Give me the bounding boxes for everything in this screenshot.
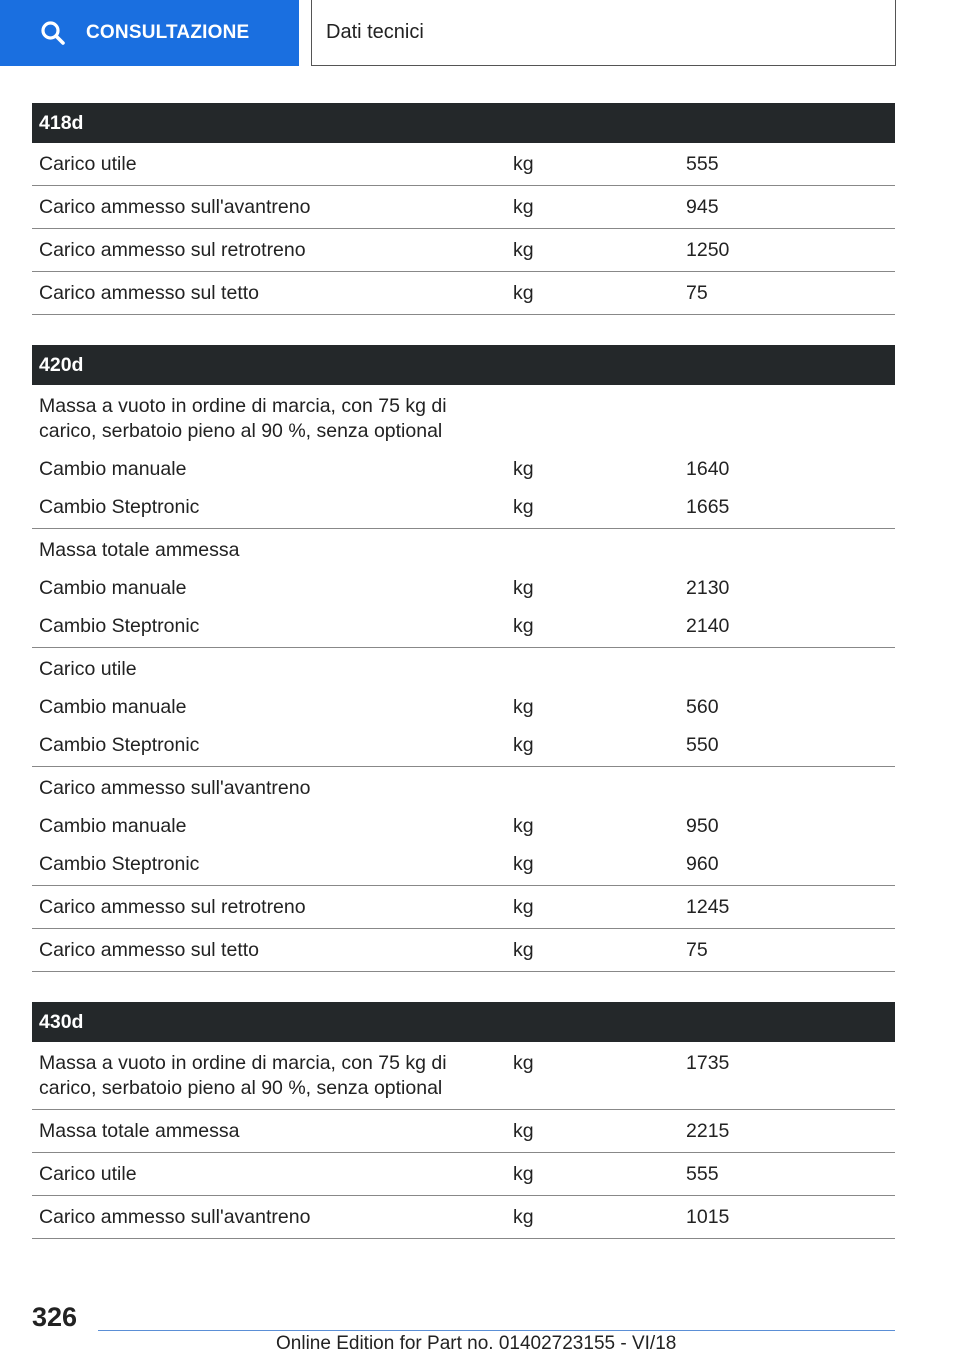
table-row: [32, 143, 895, 186]
table-row: [32, 529, 895, 568]
page-footer: [0, 1290, 960, 1362]
table-title: 418d: [32, 103, 895, 143]
table-row: [32, 686, 895, 724]
cell-value: 1735: [679, 1042, 895, 1110]
cell-label: Cambio Steptronic: [32, 605, 506, 648]
cell-unit: kg: [506, 229, 679, 272]
cell-label: Cambio manuale: [39, 815, 187, 837]
cell-unit: kg: [506, 186, 679, 229]
table-row: [32, 1110, 895, 1153]
edition-note: Online Edition for Part no. 01402723155 - VI/18: [276, 1333, 677, 1354]
cell-label: Cambio manuale: [39, 696, 187, 718]
cell-label: Massa totale ammessa: [39, 539, 240, 561]
cell-value: 2130: [686, 577, 730, 599]
table-row: [32, 767, 895, 806]
cell-unit: [506, 648, 679, 687]
spec-table-418d: [32, 103, 895, 315]
section-title-tab: [311, 0, 896, 66]
table-row: [32, 605, 895, 648]
table-title: 430d: [32, 1002, 895, 1042]
cell-label: Cambio Steptronic: [32, 843, 506, 886]
top-bar: [0, 0, 960, 66]
cell-unit: kg: [506, 143, 679, 186]
cell-unit: [506, 385, 679, 448]
cell-label: Carico ammesso sul retrotreno: [32, 886, 506, 929]
cell-value: 1245: [679, 886, 895, 929]
cell-value: 1640: [686, 458, 730, 480]
cell-label: Carico utile: [39, 658, 137, 680]
cell-unit: kg: [513, 458, 534, 480]
cell-unit: kg: [506, 486, 679, 529]
cell-label: Carico ammesso sul tetto: [32, 929, 506, 972]
cell-unit: kg: [506, 929, 679, 972]
cell-label: Carico ammesso sull'avantreno: [32, 186, 506, 229]
cell-unit: kg: [506, 724, 679, 767]
cell-value: 2215: [679, 1110, 895, 1153]
cell-unit: [506, 767, 679, 806]
table-row: [32, 486, 895, 529]
footer-divider: [98, 1330, 895, 1331]
section-title: Dati tecnici: [326, 21, 424, 43]
table-row: [32, 843, 895, 886]
cell-label: Massa totale ammessa: [32, 1110, 506, 1153]
cell-value: [679, 385, 895, 448]
cell-label: Carico ammesso sull'avantreno: [32, 1196, 506, 1239]
table-row: [32, 1042, 895, 1110]
table-title: 420d: [32, 345, 895, 385]
spec-table-420d: [32, 345, 895, 972]
cell-label: Cambio Steptronic: [32, 724, 506, 767]
table-row: [32, 229, 895, 272]
cell-value: 1015: [679, 1196, 895, 1239]
cell-label: Cambio Steptronic: [32, 486, 506, 529]
cell-value: 555: [679, 1153, 895, 1196]
cell-value: 560: [686, 696, 719, 718]
table-row: [32, 724, 895, 767]
cell-value: 2140: [679, 605, 895, 648]
table-row: [32, 567, 895, 605]
cell-unit: kg: [506, 1196, 679, 1239]
cell-value: 945: [679, 186, 895, 229]
cell-unit: kg: [506, 272, 679, 315]
cell-unit: [506, 529, 679, 568]
cell-value: 1665: [679, 486, 895, 529]
cell-unit: kg: [513, 815, 534, 837]
cell-value: 75: [679, 272, 895, 315]
table-row: [32, 272, 895, 315]
consultazione-label: CONSULTAZIONE: [86, 22, 250, 43]
table-row: [32, 886, 895, 929]
table-row: [32, 805, 895, 843]
table-row: [32, 1196, 895, 1239]
cell-value: 950: [686, 815, 719, 837]
page-number: 326: [32, 1302, 78, 1332]
cell-unit: kg: [506, 605, 679, 648]
consultazione-button[interactable]: [0, 0, 299, 66]
cell-value: 555: [679, 143, 895, 186]
cell-value: [679, 529, 895, 568]
cell-value: [679, 648, 895, 687]
cell-value: 960: [679, 843, 895, 886]
cell-unit: kg: [506, 886, 679, 929]
cell-label: Massa a vuoto in ordine di marcia, con 75 kg di carico, serbatoio pieno al 90 %, senza optional: [39, 395, 447, 442]
cell-label: Cambio manuale: [39, 577, 187, 599]
cell-label: Carico ammesso sul retrotreno: [32, 229, 506, 272]
cell-value: 550: [679, 724, 895, 767]
cell-unit: kg: [506, 1110, 679, 1153]
cell-label: Massa a vuoto in ordine di marcia, con 75 kg di carico, serbatoio pieno al 90 %, senza optional: [32, 1042, 506, 1110]
cell-value: [679, 767, 895, 806]
table-row: [32, 385, 895, 448]
specs-content: [32, 103, 895, 1269]
table-row: [32, 929, 895, 972]
cell-label: Carico ammesso sull'avantreno: [39, 777, 311, 799]
search-icon: [40, 20, 66, 46]
cell-value: 75: [679, 929, 895, 972]
table-row: [32, 448, 895, 486]
cell-label: Carico utile: [32, 1153, 506, 1196]
cell-label: Carico ammesso sul tetto: [32, 272, 506, 315]
cell-unit: kg: [506, 1153, 679, 1196]
spec-table-430d: [32, 1002, 895, 1239]
cell-unit: kg: [513, 577, 534, 599]
table-row: [32, 1153, 895, 1196]
cell-unit: kg: [513, 696, 534, 718]
cell-unit: kg: [506, 843, 679, 886]
cell-unit: kg: [506, 1042, 679, 1110]
cell-value: 1250: [679, 229, 895, 272]
table-row: [32, 186, 895, 229]
cell-label: Cambio manuale: [39, 458, 187, 480]
table-row: [32, 648, 895, 687]
cell-label: Carico utile: [32, 143, 506, 186]
